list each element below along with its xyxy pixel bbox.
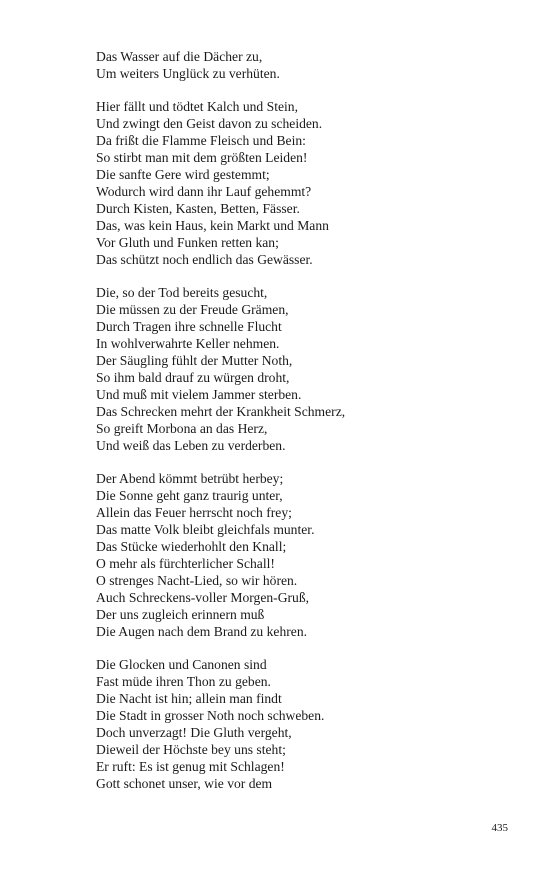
poem-line: Durch Kisten, Kasten, Betten, Fässer. xyxy=(96,201,300,216)
poem-line: Das Stücke wiederhohlt den Knall; xyxy=(96,539,287,554)
poem-line: Dieweil der Höchste bey uns steht; xyxy=(96,742,286,757)
poem-line: In wohlverwahrte Keller nehmen. xyxy=(96,336,280,351)
poem-line: Das Schrecken mehrt der Krankheit Schmerz, xyxy=(96,404,346,419)
stanza-4 xyxy=(96,470,516,640)
poem-line: So ihm bald drauf zu würgen droht, xyxy=(96,370,290,385)
stanza-3 xyxy=(96,284,516,454)
stanza-2 xyxy=(96,98,516,268)
poem-line: Das, was kein Haus, kein Markt und Mann xyxy=(96,218,329,233)
poem-line: Das schützt noch endlich das Gewässer. xyxy=(96,252,313,267)
poem-line: So stirbt man mit dem größten Leiden! xyxy=(96,150,308,165)
poem-line: Um weiters Unglück zu verhüten. xyxy=(96,66,280,81)
poem-line: Gott schonet unser, wie vor dem xyxy=(96,776,273,791)
poem-line: Die Nacht ist hin; allein man findt xyxy=(96,691,282,706)
stanza-1 xyxy=(96,48,516,82)
poem-line: Die müssen zu der Freude Grämen, xyxy=(96,302,289,317)
poem-line: Und zwingt den Geist davon zu scheiden. xyxy=(96,116,323,131)
poem-line: Und weiß das Leben zu verderben. xyxy=(96,438,286,453)
poem-line: Der Säugling fühlt der Mutter Noth, xyxy=(96,353,293,368)
poem-line: Doch unverzagt! Die Gluth vergeht, xyxy=(96,725,292,740)
poem-line: Das matte Volk bleibt gleichfals munter. xyxy=(96,522,315,537)
poem-line: Der Abend kömmt betrübt herbey; xyxy=(96,471,284,486)
poem-line: Die, so der Tod bereits gesucht, xyxy=(96,285,268,300)
poem-line: O strenges Nacht-Lied, so wir hören. xyxy=(96,573,298,588)
poem-line: Die Augen nach dem Brand zu kehren. xyxy=(96,624,308,639)
poem-line: Da frißt die Flamme Fleisch und Bein: xyxy=(96,133,306,148)
poem-line: Wodurch wird dann ihr Lauf gehemmt? xyxy=(96,184,312,199)
poem-line: Das Wasser auf die Dächer zu, xyxy=(96,49,263,64)
page-number: 435 xyxy=(491,822,508,834)
poem-line: Die Glocken und Canonen sind xyxy=(96,657,267,672)
poem-line: So greift Morbona an das Herz, xyxy=(96,421,268,436)
poem-line: Die sanfte Gere wird gestemmt; xyxy=(96,167,270,182)
poem-line: Er ruft: Es ist genug mit Schlagen! xyxy=(96,759,285,774)
poem-line: Die Stadt in grosser Noth noch schweben. xyxy=(96,708,325,723)
stanza-5 xyxy=(96,656,516,792)
poem-line: Auch Schreckens-voller Morgen-Gruß, xyxy=(96,590,310,605)
poem-line: Durch Tragen ihre schnelle Flucht xyxy=(96,319,282,334)
poem-line: O mehr als fürchterlicher Schall! xyxy=(96,556,275,571)
poem-line: Vor Gluth und Funken retten kan; xyxy=(96,235,279,250)
poem-line: Fast müde ihren Thon zu geben. xyxy=(96,674,271,689)
poem-line: Hier fällt und tödtet Kalch und Stein, xyxy=(96,99,298,114)
poem-line: Der uns zugleich erinnern muß xyxy=(96,607,265,622)
poem-line: Allein das Feuer herrscht noch frey; xyxy=(96,505,292,520)
poem-line: Und muß mit vielem Jammer sterben. xyxy=(96,387,302,402)
poem-line: Die Sonne geht ganz traurig unter, xyxy=(96,488,283,503)
poem-text xyxy=(96,48,516,808)
